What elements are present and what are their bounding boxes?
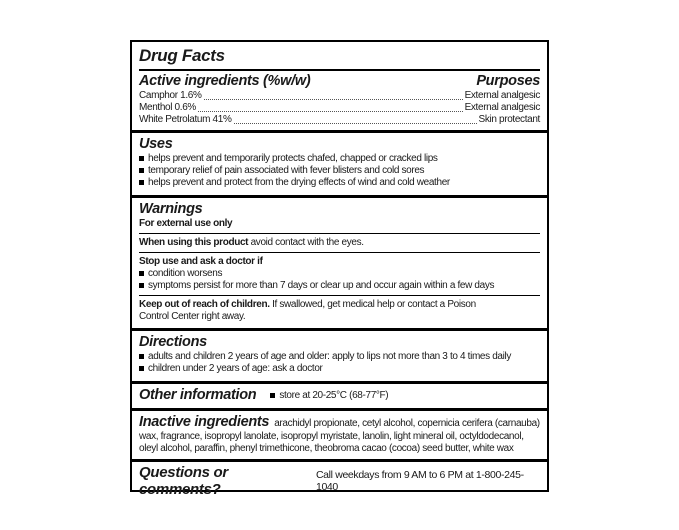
divider xyxy=(139,252,540,253)
dotted-leader xyxy=(204,99,463,100)
dotted-leader xyxy=(234,123,477,124)
keep-out-rest: If swallowed, get medical help or contact a Poison Control Center right away. xyxy=(139,299,476,322)
bullet-square-icon xyxy=(270,393,275,398)
directions-section xyxy=(132,328,547,381)
when-using-rest: avoid contact with the eyes. xyxy=(248,237,364,248)
active-ingredients-header-row xyxy=(139,73,540,90)
divider xyxy=(139,233,540,234)
inactive-ingredients-list: arachidyl propionate, cetyl alcohol, copernicia cerifera (carnauba) wax, fragrance, isopropyl lanolate, isopropyl myristate, lanolin, light mineral oil, octyldodecanol, oleyl alcohol, paraffin, phenyl trimethicone, theobroma cacao (cocoa) seed butter, white wax xyxy=(139,418,540,454)
directions-bullet xyxy=(139,363,540,375)
stop-use-bullet xyxy=(139,268,540,280)
ingredient-row xyxy=(139,102,540,114)
bullet-square-icon xyxy=(139,354,144,359)
storage-text: store at 20-25°C (68-77°F) xyxy=(279,389,389,401)
questions-heading: Questions or comments? xyxy=(139,464,228,498)
bullet-square-icon xyxy=(139,180,144,185)
warnings-heading: Warnings xyxy=(139,201,203,217)
ingredient-purpose: External analgesic xyxy=(464,102,540,113)
stop-use-heading: Stop use and ask a doctor if xyxy=(139,256,263,267)
ingredient-purpose: External analgesic xyxy=(464,90,540,101)
uses-heading: Uses xyxy=(139,136,173,152)
uses-bullet-text: helps prevent and protect from the drying effects of wind and cold weather xyxy=(148,177,450,188)
ingredient-name: Menthol 0.6% xyxy=(139,102,196,113)
stop-use-bullet-text: condition worsens xyxy=(148,268,223,279)
ingredient-row xyxy=(139,114,540,126)
directions-bullet xyxy=(139,351,540,363)
ingredient-name: White Petrolatum 41% xyxy=(139,114,232,125)
uses-bullet xyxy=(139,177,540,189)
other-information-heading: Other information xyxy=(139,387,257,403)
when-using-bold: When using this product xyxy=(139,237,249,248)
inactive-ingredients-text xyxy=(139,414,540,455)
ingredient-row xyxy=(139,90,540,102)
title-section xyxy=(132,42,547,71)
directions-bullet-text: adults and children 2 years of age and older: apply to lips not more than 3 to 4 times daily xyxy=(148,351,512,362)
keep-out-bold: Keep out of reach of children. xyxy=(139,299,270,310)
keep-out-of-reach-text xyxy=(139,299,491,323)
warnings-section xyxy=(132,195,547,328)
uses-bullet-text: helps prevent and temporarily protects chafed, chapped or cracked lips xyxy=(148,153,438,164)
questions-phone-text: Call weekdays from 9 AM to 6 PM at 1-800-245-1040 xyxy=(315,469,524,493)
purposes-heading: Purposes xyxy=(476,73,540,89)
drug-facts-label xyxy=(130,40,549,498)
questions-section xyxy=(132,459,547,501)
bullet-square-icon xyxy=(139,271,144,276)
stop-use-bullet-text: symptoms persist for more than 7 days or clear up and occur again within a few days xyxy=(148,280,495,291)
uses-bullet xyxy=(139,153,540,165)
uses-bullet xyxy=(139,165,540,177)
stop-use-bullet xyxy=(139,280,540,292)
active-ingredients-heading: Active ingredients (%w/w) xyxy=(139,73,311,89)
external-use-only-text: For external use only xyxy=(139,218,233,229)
ingredient-purpose: Skin protectant xyxy=(478,114,540,125)
inactive-ingredients-heading: Inactive ingredients xyxy=(139,414,270,430)
ingredient-name: Camphor 1.6% xyxy=(139,90,202,101)
dotted-leader xyxy=(198,111,463,112)
directions-bullet-text: children under 2 years of age: ask a doctor xyxy=(148,363,323,374)
inactive-ingredients-section xyxy=(132,408,547,459)
divider xyxy=(139,295,540,296)
other-information-section xyxy=(132,381,547,408)
bullet-square-icon xyxy=(139,168,144,173)
drug-facts-title: Drug Facts xyxy=(139,46,225,65)
directions-heading: Directions xyxy=(139,334,207,350)
uses-section xyxy=(132,130,547,195)
bullet-square-icon xyxy=(139,283,144,288)
title-underline xyxy=(139,45,540,71)
bullet-square-icon xyxy=(139,156,144,161)
active-ingredients-section xyxy=(132,71,547,130)
bullet-square-icon xyxy=(139,366,144,371)
when-using-text xyxy=(139,237,540,249)
uses-bullet-text: temporary relief of pain associated with fever blisters and cold sores xyxy=(148,165,425,176)
